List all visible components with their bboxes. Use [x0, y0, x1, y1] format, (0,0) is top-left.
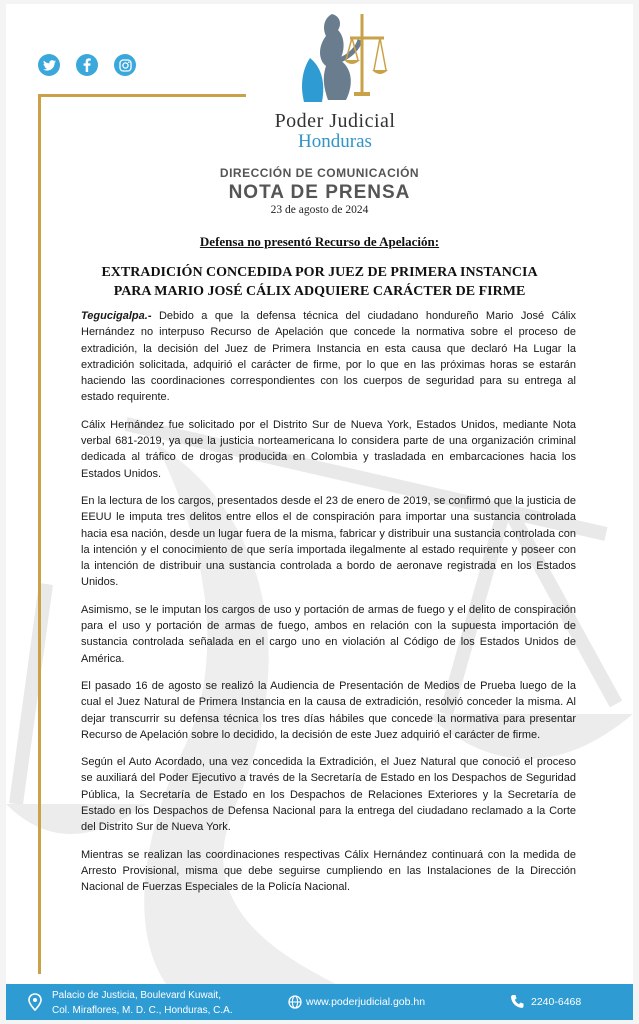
paragraph-4: Asimismo, se le imputan los cargos de uso y portación de armas de fuego y el delito de conspiración para el uso y portación de armas de fuego, ambos en relación con la supuesta importación de sustancia controlada señalada en el cargo uno en violación al Código de los Estados Unidos de América.: [81, 603, 576, 665]
poder-judicial-logo: [250, 8, 420, 152]
release-date: 23 de agosto de 2024: [270, 204, 369, 216]
paragraph-7: Mientras se realizan las coordinaciones respectivas Cálix Hernández continuará con la medida de Arresto Provisional, misma que debe seguirse cumpliendo en las Instalaciones de la Dirección Nacional de Fuerzas Especiales de la Policía Nacional.: [81, 848, 576, 894]
document-type: NOTA DE PRENSA: [228, 182, 411, 203]
paragraph-2: Cálix Hernández fue solicitado por el Distrito Sur de Nueva York, Estados Unidos, mediante Nota verbal 681-2019, ya que la justicia norteamericana lo considera parte de una organización criminal dedicada al tráfico de drogas producida en Colombia y trasladada en embarcaciones hacia los Estados Unidos.: [81, 418, 576, 480]
paragraph-3: En la lectura de los cargos, presentados desde el 23 de enero de 2019, se confirmó que la justicia de EEUU le imputa tres delitos entre ellos el de conspiración para importar una sustancia controlada hacia esa nación, desde un lugar fuera de la misma, fabricar y distribuir una sustancia controlada con la intención y el conocimiento de que sería importada ilegalmente al estado requirente y poseer con la intención de distribuir una sustancia controlada a bordo de aeronave registrada en los Estados Unidos.: [81, 494, 576, 589]
org-country: Honduras: [298, 131, 372, 152]
phone-icon: [510, 994, 524, 1009]
press-release-page: [6, 4, 633, 1020]
footer-website[interactable]: www.poderjudicial.gob.hn: [306, 996, 426, 1008]
headline-line-1: EXTRADICIÓN CONCEDIDA POR JUEZ DE PRIMERA INSTANCIA: [101, 265, 538, 280]
department-title: DIRECCIÓN DE COMUNICACIÓN: [219, 166, 420, 180]
article-headline: [66, 263, 573, 301]
location-pin-icon: [28, 993, 42, 1011]
paragraph-5: El pasado 16 de agosto se realizó la Audiencia de Presentación de Medios de Prueba luego de la cual el Juez Natural de Primera Instancia en la causa de extradición, resolvió conceder la misma. Al dejar transcurrir su defensa técnica los tres días hábiles que concede la normativa para presentar Recurso de Apelación sobre lo decidido, la decisión de este Juez adquirió el carácter de firme.: [81, 679, 576, 741]
paragraph-1: Tegucigalpa.- Debido a que la defensa técnica del ciudadano hondureño Mario José Cálix Hernández no interpuso Recurso de Apelación que concede la normativa sobre el proceso de extradición, la decisión del Juez de Primera Instancia en esta causa que declaró Ha Lugar la extradición solicitada, adquirió el carácter de firme, por lo que en las próximas horas se estarán haciendo las coordinaciones correspondientes con los cuerpos de seguridad para su entrega al estado requirente.: [81, 310, 576, 404]
gold-rule-horizontal: [38, 94, 246, 97]
paragraph-6: Según el Auto Acordado, una vez concedida la Extradición, el Juez Natural que conoció el proceso se auxiliará del Poder Ejecutivo a través de la Secretaría de Estado en los Despachos de Seguridad Pública, la Secretaría de Estado en los Despachos de Relaciones Exteriores y la Secretaría de Estado en los Despachos de Defensa Nacional para la entrega del ciudadano reclamado a la Corte del Distrito Sur de Nueva York.: [81, 756, 576, 834]
footer-address: [52, 988, 233, 1018]
dateline: Tegucigalpa.-: [81, 310, 152, 322]
address-line-1: Palacio de Justicia, Boulevard Kuwait,: [52, 990, 221, 1001]
article-body: [81, 308, 576, 907]
footer-bar: [6, 984, 633, 1020]
article-kicker: Defensa no presentó Recurso de Apelación:: [199, 234, 440, 249]
twitter-icon[interactable]: [38, 54, 60, 76]
globe-icon: [288, 995, 302, 1009]
justice-figure-icon: [280, 8, 390, 108]
instagram-icon[interactable]: [114, 54, 136, 76]
footer-phone[interactable]: 2240-6468: [531, 996, 582, 1008]
gold-rule-vertical: [38, 94, 41, 974]
social-links: [38, 54, 136, 76]
org-name: Poder Judicial: [274, 110, 396, 132]
facebook-icon[interactable]: [76, 54, 98, 76]
headline-line-2: PARA MARIO JOSÉ CÁLIX ADQUIERE CARÁCTER DE FIRME: [113, 284, 526, 299]
address-line-2: Col. Miraflores, M. D. C., Honduras, C.A.: [52, 1005, 233, 1016]
